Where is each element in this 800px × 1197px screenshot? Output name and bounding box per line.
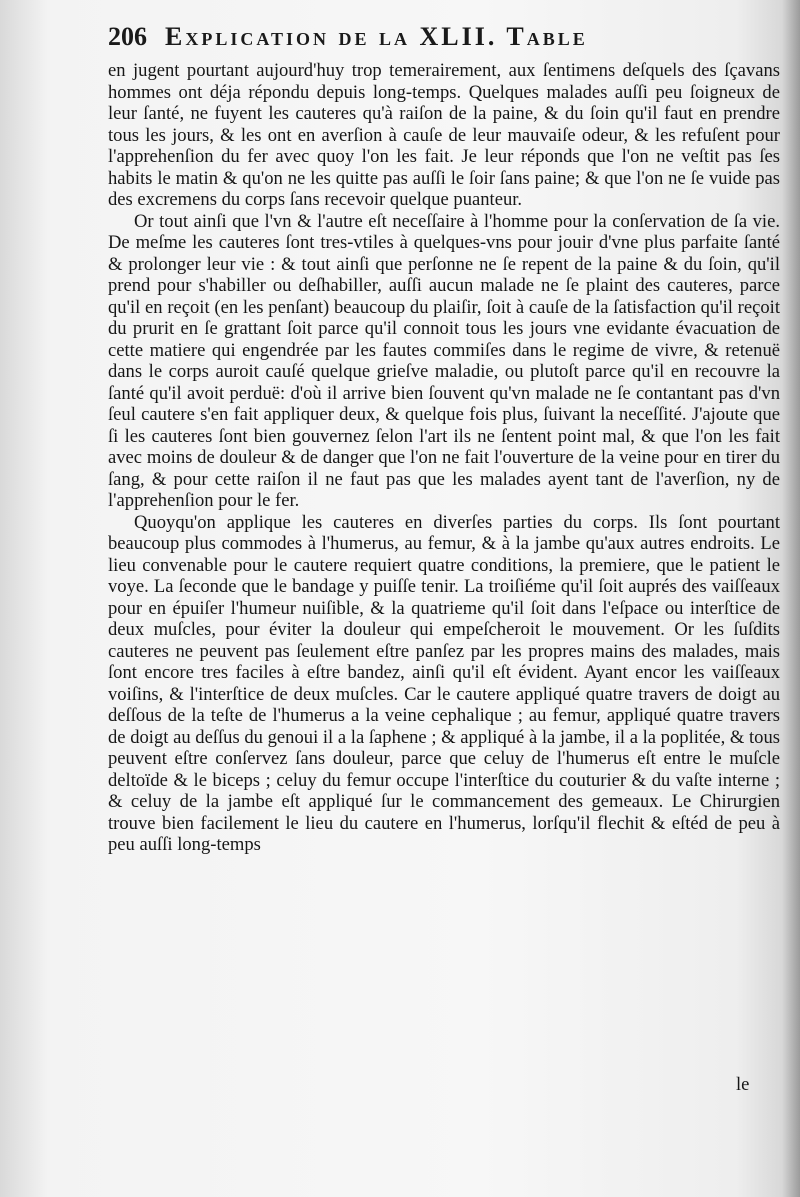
- body-text: [108, 60, 780, 856]
- paragraph-3: Quoyqu'on applique les cauteres en diverſes parties du corps. Ils ſont pourtant beaucoup plus commodes à l'humerus, au femur, & à la jambe qu'aux autres endroits. Le lieu convenable pour le cautere requiert quatre conditions, la premiere, que le patient le voye. La ſeconde que le bandage y puiſſe tenir. La troiſiéme qu'il ſoit auprés des vaiſſeaux pour en épuiſer l'humeur nuiſible, & la quatrieme qu'il ſoit dans l'eſpace ou interſtice de deux muſcles, pour éviter la douleur qui empeſcheroit le mouvement. Or les ſuſdits cauteres ne peuvent pas ſeulement eſtre panſez par les propres mains des malades, mais ſont encore tres faciles à eſtre bandez, ainſi qu'il eſt évident. Ayant encor les vaiſſeaux voiſins, & l'interſtice de deux muſcles. Car le cautere appliqué quatre travers de doigt au deſſous de la teſte de l'humerus a la veine cephalique ; au femur, appliqué quatre travers de doigt au deſſus du genoui il a la ſaphene ; & appliqué à la jambe, il a la poplitée, & tous peuvent eſtre conſervez ſans douleur, parce que celuy de l'humerus eſt entre le muſcle deltoïde & le biceps ; celuy du femur occupe l'interſtice du couturier & du vaſte interne ; & celuy de la jambe eſt appliqué ſur le commancement des gemeaux. Le Chirurgien trouve bien facilement le lieu du cautere en l'humerus, lorſqu'il flechit & eſtéd de peu à peu auſſi long-temps: [108, 511, 780, 855]
- page-number: 206: [108, 22, 147, 51]
- page-header: [108, 22, 788, 62]
- page-gutter-shadow: [782, 0, 800, 1197]
- catchword: le: [736, 1074, 750, 1095]
- running-title: Explication de la XLII. Table: [165, 22, 588, 51]
- paragraph-1: en jugent pourtant aujourd'huy trop temerairement, aux ſentimens deſquels des ſçavans hommes ont déja répondu depuis long-temps. Quelques malades auſſi peu ſoigneux de leur ſanté, ne fuyent les cauteres qu'à raiſon de la paine, & du ſoin qu'il faut en prendre tous les jours, & les ont en averſion à cauſe de leur mauvaiſe odeur, & les refuſent pour l'apprehenſion du fer avec quoy l'on les fait. Je leur réponds que l'on ne veſtit pas ſes habits le matin & qu'on ne les quitte pas auſſi le ſoir ſans paine; & que l'on ne ſe vuide pas des excremens du corps ſans recevoir quelque puanteur.: [108, 60, 780, 210]
- paragraph-2: Or tout ainſi que l'vn & l'autre eſt neceſſaire à l'homme pour la conſervation de ſa vie. De meſme les cauteres ſont tres-vtiles à quelques-vns pour jouir d'vne plus parfaite ſanté & prolonger leur vie : & tout ainſi que perſonne ne ſe repent de la paine & du ſoin, qu'il prend pour s'habiller ou deſhabiller, auſſi aucun malade ne ſe plaint des cauteres, parce qu'il en reçoit (en les penſant) beaucoup du plaiſir, ſoit à cauſe de la ſatisfaction qu'il reçoit du prurit en ſe grattant ſoit parce qu'il connoit tous les jours vne evidante évacuation de cette matiere qui engendrée par les fautes commiſes dans le regime de vivre, & retenuë dans le corps auroit cauſé quelque grieſve maladie, ou plutoſt parce qu'il en recouvre la ſanté qu'il avoit perduë: d'où il arrive bien ſouvent qu'vn malade ne ſe contantant pas d'vn ſeul cautere s'en fait appliquer deux, & quelque fois plus, ſuivant la neceſſité. J'ajoute que ſi les cauteres ſont bien gouvernez ſelon l'art ils ne ſentent point mal, & que l'on les fait avec moins de douleur & de danger que l'on ne fait l'ouverture de la veine pour en tirer du ſang, & pour cette raiſon il ne faut pas que les malades ayent tant de l'averſion, ny de l'apprehenſion pour le fer.: [108, 210, 780, 511]
